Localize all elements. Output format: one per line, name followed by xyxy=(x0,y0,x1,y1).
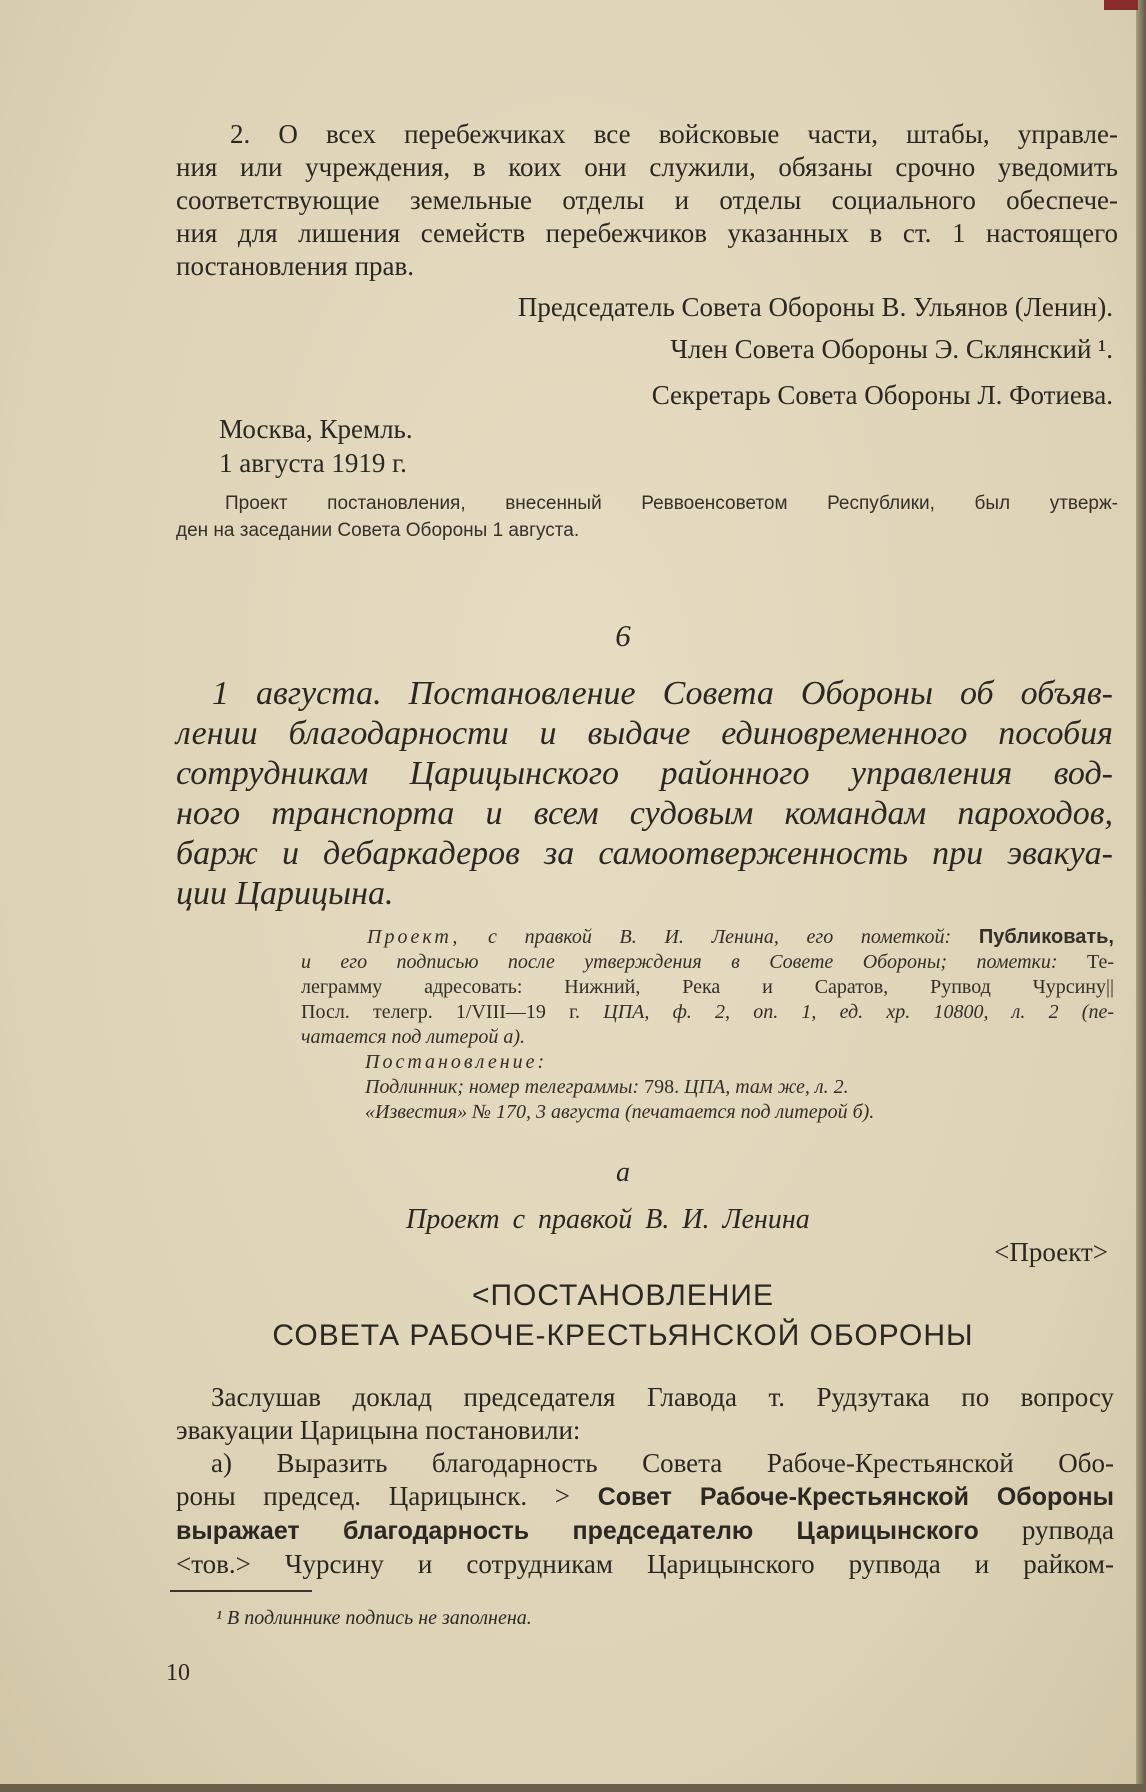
text-line xyxy=(176,1514,1114,1548)
source-line: леграмму адресовать: Нижний, Река и Саратов, Рупвод Чурсину|| xyxy=(301,976,1114,998)
heading-line: барж и дебаркадеров за самоотверженность при эвакуа- xyxy=(176,835,1113,872)
text-line: ния или учреждения, в коих они служили, обязаны срочно уведомить xyxy=(176,152,1118,182)
text-segment-bold: выражает благодарность председателю Царицынского xyxy=(176,1517,979,1545)
project-mark: <Проект> xyxy=(994,1237,1108,1267)
signature-member: Член Совета Обороны Э. Склянский ¹. xyxy=(670,334,1113,364)
paragraph-2 xyxy=(176,118,1118,283)
source-line xyxy=(301,1075,1114,1100)
signature-secretary: Секретарь Совета Обороны Л. Фотиева. xyxy=(651,380,1113,410)
heading-line: 1 августа. Постановление Совета Обороны об объяв- xyxy=(212,675,1113,712)
footnote-rule xyxy=(170,1590,312,1592)
resolution-title-line2: СОВЕТА РАБОЧЕ-КРЕСТЬЯНСКОЙ ОБОРОНЫ xyxy=(272,1319,974,1352)
text-line: ния для лишения семейств перебежчиков указанных в ст. 1 настоящего xyxy=(176,218,1118,248)
text-line: Заслушав доклад председателя Главода т. Рудзутака по вопросу xyxy=(211,1382,1114,1412)
text-line xyxy=(176,1480,1114,1514)
text-line: <тов.> Чурсину и сотрудникам Царицынского рупвода и райком- xyxy=(176,1549,1114,1579)
source-line xyxy=(301,1000,1114,1025)
heading-line: лении благодарности и выдаче единовременного пособия xyxy=(176,715,1113,752)
heading-line: ного транспорта и всем судовым командам пароходов, xyxy=(176,795,1113,832)
source-note xyxy=(301,925,1114,1125)
footnote: ¹ В подлиннике подпись не заполнена. xyxy=(216,1607,532,1629)
signature-chairman: Председатель Совета Обороны В. Ульянов (Ленин). xyxy=(517,292,1113,322)
source-line xyxy=(301,925,1114,950)
source-text: и его подписью после утверждения в Совете Обороны; пометки: xyxy=(301,951,1087,973)
editorial-note xyxy=(176,490,1118,544)
source-text: Подлинник; номер телеграммы: xyxy=(365,1076,645,1098)
cover-corner xyxy=(1104,0,1138,10)
subheading: Проект с правкой В. И. Ленина xyxy=(406,1204,810,1235)
source-text: 798. xyxy=(644,1076,680,1098)
source-text: Те- xyxy=(1087,951,1114,973)
place: Москва, Кремль. xyxy=(219,414,413,444)
source-text: ЦПА, там же, л. 2. xyxy=(679,1076,849,1098)
note-line: ден на заседании Совета Обороны 1 августа. xyxy=(176,520,580,541)
text-line: а) Выразить благодарность Совета Рабоче-Крестьянской Обо- xyxy=(211,1448,1114,1478)
text-segment: роны председ. Царицынск. > xyxy=(176,1481,598,1511)
source-text: Публиковать, xyxy=(978,926,1114,948)
heading-line: сотрудникам Царицынского районного управления вод- xyxy=(176,755,1113,792)
resolution-title-line1: <ПОСТАНОВЛЕНИЕ xyxy=(471,1279,775,1312)
document-number: 6 xyxy=(615,618,631,653)
source-text: Посл. телегр. 1/VIII—19 г. xyxy=(301,1001,604,1023)
source-text: ЦПА, ф. 2, оп. 1, ед. хр. 10800, л. 2 (пе- xyxy=(603,1001,1115,1023)
heading-line: ции Царицына. xyxy=(176,875,394,912)
date: 1 августа 1919 г. xyxy=(219,448,407,478)
text-line: соответствующие земельные отделы и отделы социального обеспече- xyxy=(176,185,1118,215)
source-line xyxy=(301,950,1114,975)
text-line: постановления прав. xyxy=(176,251,415,281)
text-segment-bold: Совет Рабоче-Крестьянской Обороны xyxy=(597,1483,1114,1511)
text-line: эвакуации Царицына постановили: xyxy=(176,1415,581,1445)
section-letter: а xyxy=(616,1157,630,1188)
source-text: Проект, xyxy=(367,926,461,948)
page-edge xyxy=(1136,0,1146,1792)
text-line: 2. О всех перебежчиках все войсковые части, штабы, управле- xyxy=(230,119,1118,149)
source-text: с правкой В. И. Ленина, его пометкой: xyxy=(460,926,979,948)
source-line: «Известия» № 170, 3 августа (печатается под литерой б). xyxy=(365,1101,875,1123)
document-heading xyxy=(176,674,1113,914)
page-number: 10 xyxy=(166,1660,190,1686)
note-line: Проект постановления, внесенный Реввоенсоветом Республики, был утверж- xyxy=(225,493,1118,514)
page-edge-bottom xyxy=(0,1784,1146,1792)
text-segment: рупвода xyxy=(978,1515,1114,1545)
resolution-body xyxy=(176,1381,1114,1581)
source-line: чатается под литерой а). xyxy=(301,1026,526,1048)
source-line: Постановление: xyxy=(365,1051,548,1073)
